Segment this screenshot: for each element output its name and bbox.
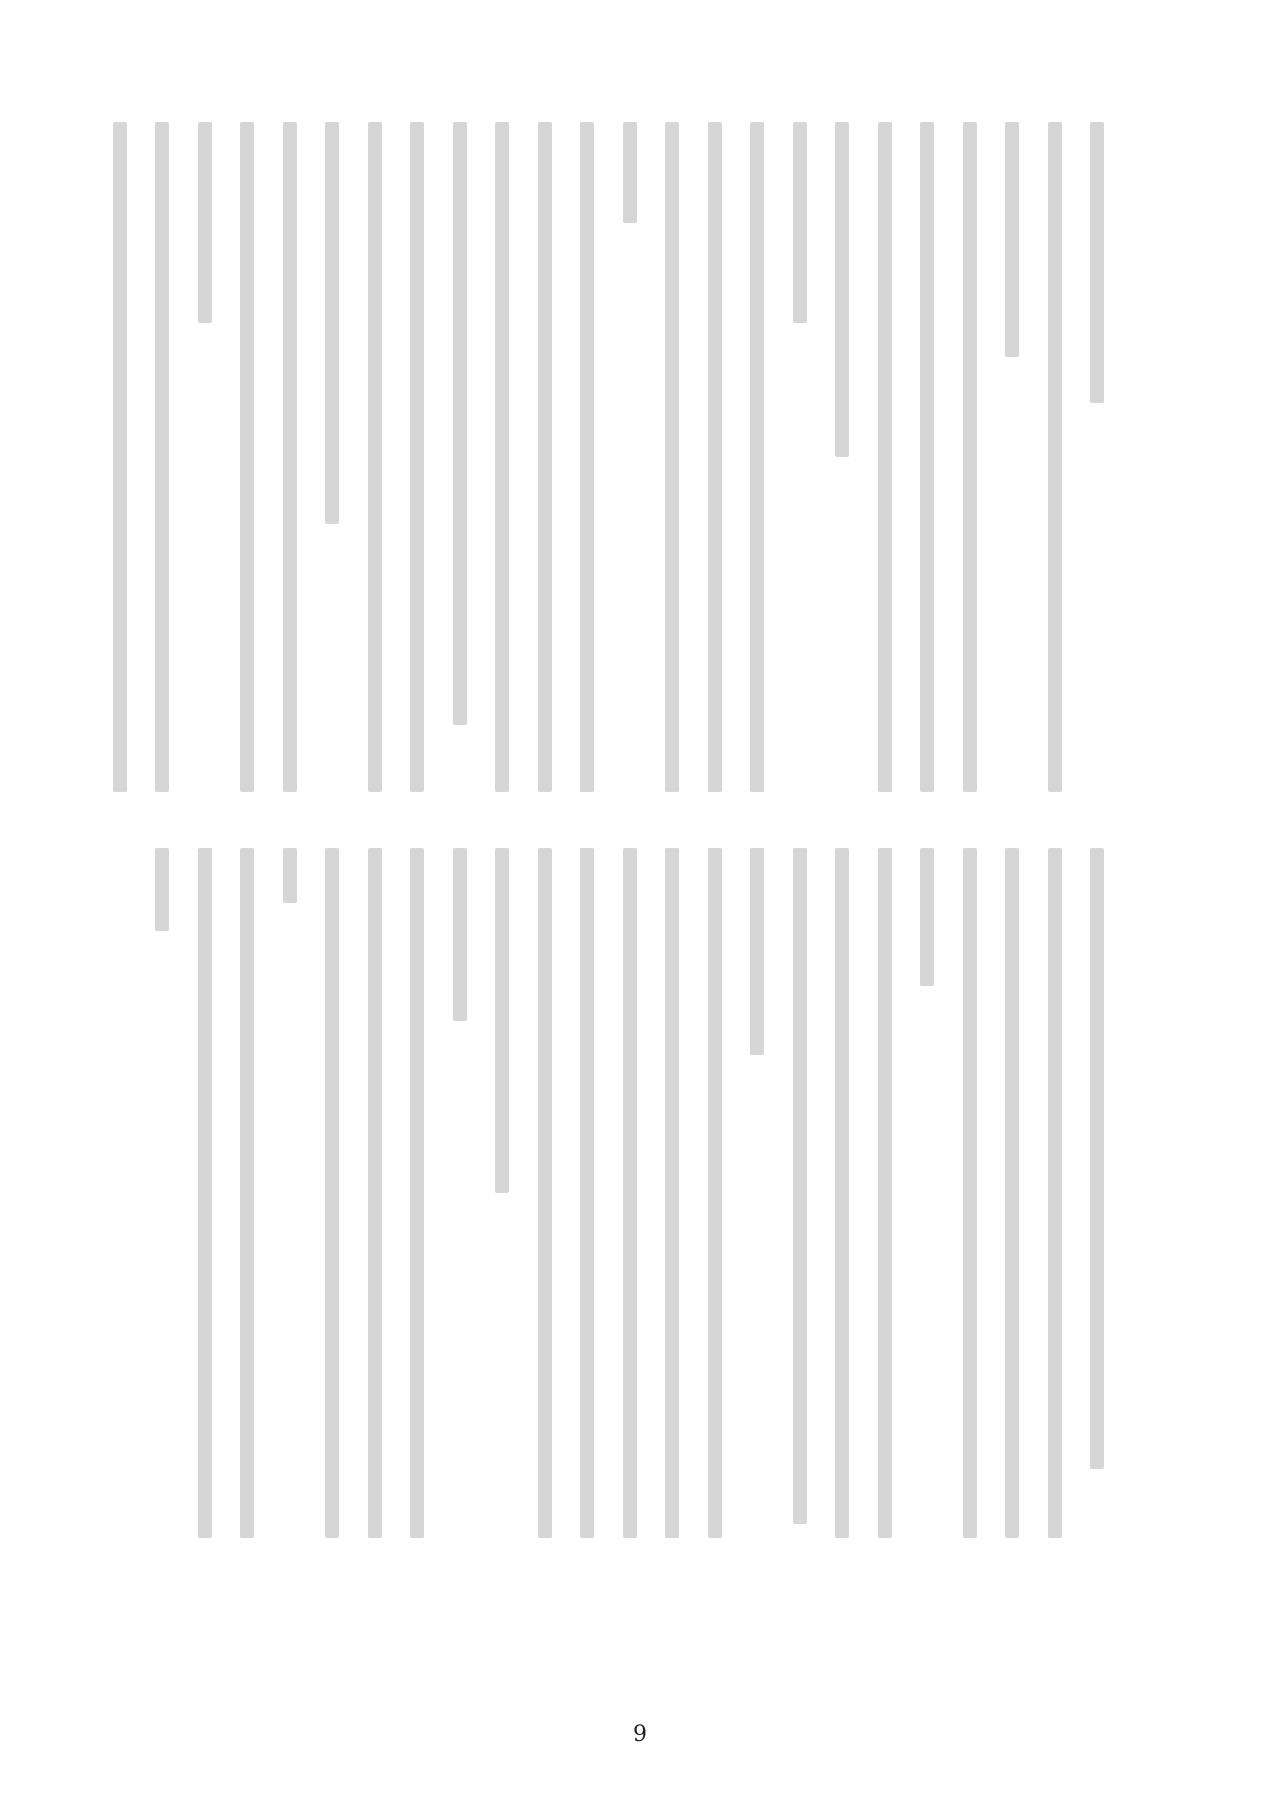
- redacted-text-column: [240, 122, 254, 792]
- redacted-text-column: [410, 122, 424, 792]
- redacted-text-column: [368, 848, 382, 1538]
- redacted-text-column: [878, 122, 892, 792]
- redacted-text-column: [283, 848, 297, 903]
- redacted-text-column: [240, 848, 254, 1538]
- redacted-text-column: [623, 122, 637, 223]
- redacted-text-column: [1005, 848, 1019, 1538]
- redacted-text-column: [325, 848, 339, 1538]
- redacted-text-column: [580, 848, 594, 1538]
- redacted-text-column: [155, 848, 169, 931]
- redacted-text-column: [453, 122, 467, 725]
- redacted-text-column: [708, 848, 722, 1538]
- redacted-text-column: [963, 848, 977, 1538]
- redacted-text-column: [1090, 848, 1104, 1469]
- redacted-text-column: [793, 848, 807, 1524]
- redacted-text-column: [1048, 122, 1062, 792]
- redacted-text-column: [1048, 848, 1062, 1538]
- redacted-text-column: [708, 122, 722, 792]
- redacted-text-column: [920, 122, 934, 792]
- redacted-text-column: [453, 848, 467, 1021]
- redacted-text-column: [750, 122, 764, 792]
- page-number: 9: [633, 1722, 647, 1747]
- redacted-text-column: [538, 122, 552, 792]
- redacted-text-column: [835, 122, 849, 457]
- redacted-text-column: [155, 122, 169, 792]
- redacted-text-column: [495, 122, 509, 792]
- redacted-text-column: [198, 848, 212, 1538]
- redacted-text-column: [538, 848, 552, 1538]
- redacted-text-column: [920, 848, 934, 986]
- redacted-text-column: [750, 848, 764, 1055]
- redacted-text-column: [198, 122, 212, 323]
- redacted-text-column: [793, 122, 807, 323]
- redacted-text-column: [623, 848, 637, 1538]
- redacted-text-column: [878, 848, 892, 1538]
- redacted-text-column: [1090, 122, 1104, 403]
- redacted-text-column: [665, 848, 679, 1538]
- redacted-text-column: [368, 122, 382, 792]
- redacted-text-column: [325, 122, 339, 524]
- redacted-text-column: [665, 122, 679, 792]
- redacted-text-column: [580, 122, 594, 792]
- redacted-text-column: [835, 848, 849, 1538]
- redacted-text-column: [283, 122, 297, 792]
- redacted-text-column: [963, 122, 977, 792]
- redacted-text-column: [410, 848, 424, 1538]
- redacted-text-column: [113, 122, 127, 792]
- redacted-text-column: [495, 848, 509, 1193]
- redacted-text-column: [1005, 122, 1019, 357]
